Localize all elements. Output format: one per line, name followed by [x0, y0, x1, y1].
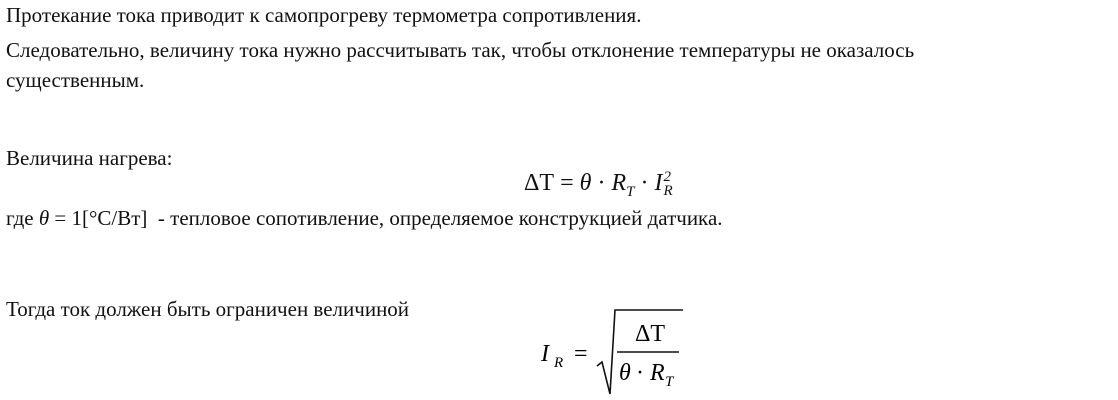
- heating-label: Величина нагрева:: [6, 146, 173, 170]
- where-line: [6, 205, 723, 231]
- limit-formula: [541, 304, 701, 400]
- where-equals: =: [54, 206, 67, 230]
- limit-den-theta: θ: [619, 360, 631, 386]
- limit-i: I: [541, 341, 549, 367]
- where-value: 1[°C/Вт]: [71, 206, 148, 230]
- limit-den-dot: ·: [636, 360, 644, 386]
- where-theta: θ: [38, 206, 50, 230]
- sqrt-fraction-drawing: [541, 304, 701, 400]
- formula-dot: ·: [597, 170, 606, 196]
- where-prefix: где: [6, 206, 34, 230]
- limit-numerator: ΔT: [635, 321, 666, 347]
- paragraph-line-1: Протекание тока приводит к самопрогреву термометра сопротивления.: [6, 3, 642, 27]
- limit-den-r-sub: T: [665, 374, 674, 390]
- formula-theta: θ: [579, 170, 592, 196]
- heating-formula: [524, 170, 673, 201]
- formula-r-sub: T: [626, 183, 635, 200]
- formula-r: R: [611, 170, 627, 196]
- formula-i-sub: R: [663, 183, 673, 200]
- formula-delta-t: ΔT: [524, 170, 555, 196]
- formula-dot-2: ·: [640, 170, 649, 196]
- limit-equals: =: [574, 341, 588, 367]
- limit-den-r: R: [650, 360, 665, 386]
- where-description: - тепловое сопотивление, определяемое конструкцией датчика.: [157, 206, 723, 230]
- formula-i-sup: 2: [663, 169, 671, 186]
- formula-equals: =: [560, 170, 574, 196]
- formula-i: I: [654, 170, 663, 196]
- paragraph-line-3: существенным.: [6, 68, 145, 92]
- paragraph-line-2: Следовательно, величину тока нужно рассчитывать так, чтобы отклонение температуры не оказалось: [6, 38, 915, 62]
- limit-i-sub: R: [554, 355, 564, 371]
- limit-label: Тогда ток должен быть ограничен величиной: [6, 297, 410, 321]
